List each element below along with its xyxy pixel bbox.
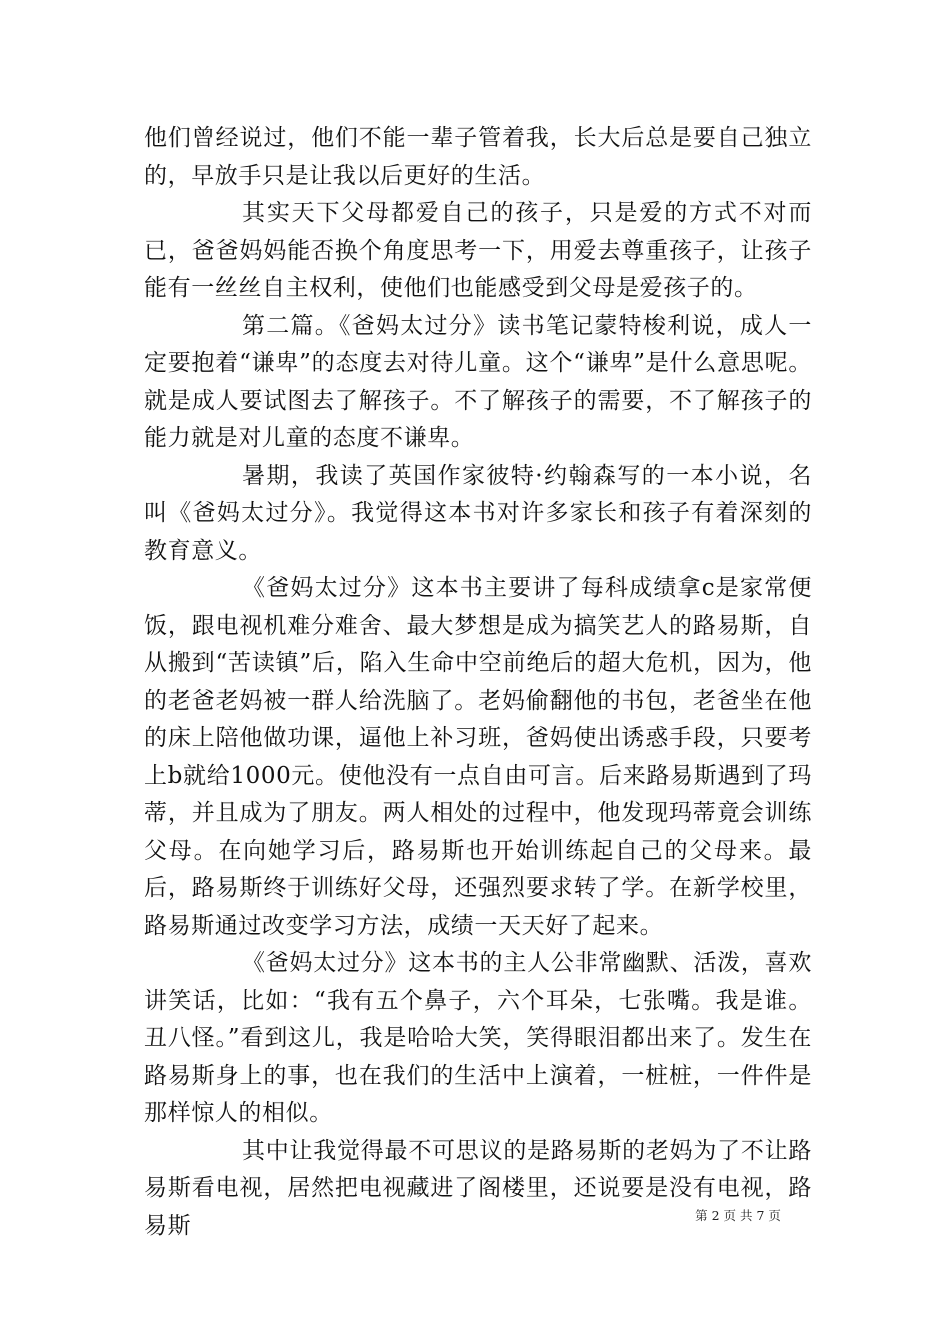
body-text xyxy=(144,120,812,1245)
paragraph: 暑期，我读了英国作家彼特·约翰森写的一本小说，名叫《爸妈太过分》。我觉得这本书对许多家长和孩子有着深刻的教育意义。 xyxy=(144,462,812,564)
paragraph: 其中让我觉得最不可思议的是路易斯的老妈为了不让路易斯看电视，居然把电视藏进了阁楼里，还说要是没有电视，路易斯 xyxy=(144,1137,812,1239)
paragraph: 他们曾经说过，他们不能一辈子管着我，长大后总是要自己独立的，早放手只是让我以后更好的生活。 xyxy=(144,125,812,189)
paragraph: 第二篇。《爸妈太过分》读书笔记蒙特梭利说，成人一定要抱着“谦卑”的态度去对待儿童。这个“谦卑”是什么意思呢。就是成人要试图去了解孩子。不了解孩子的需要，不了解孩子的能力就是对儿童的态度不谦卑。 xyxy=(144,312,812,451)
paragraph: 其实天下父母都爱自己的孩子，只是爱的方式不对而已，爸爸妈妈能否换个角度思考一下，用爱去尊重孩子，让孩子能有一丝丝自主权利，使他们也能感受到父母是爱孩子的。 xyxy=(144,200,812,301)
paragraph: 《爸妈太过分》这本书主要讲了每科成绩拿c是家常便饭，跟电视机难分难舍、最大梦想是成为搞笑艺人的路易斯，自从搬到“苦读镇”后，陷入生命中空前绝后的超大危机，因为，他的老爸老妈被一群人给洗脑了。老妈偷翻他的书包，老爸坐在他的床上陪他做功课，逼他上补习班，爸妈使出诱惑手段，只要考上b就给1000元。使他没有一点自由可言。后来路易斯遇到了玛蒂，并且成为了朋友。两人相处的过程中，他发现玛蒂竟会训练父母。在向她学习后，路易斯也开始训练起自己的父母来。最后，路易斯终于训练好父母，还强烈要求转了学。在新学校里，路易斯通过改变学习方法，成绩一天天好了起来。 xyxy=(144,575,812,939)
page-number-footer: 第 2 页 共 7 页 xyxy=(695,1208,781,1223)
paragraph: 《爸妈太过分》这本书的主人公非常幽默、活泼，喜欢讲笑话，比如：“我有五个鼻子，六个耳朵，七张嘴。我是谁。丑八怪。”看到这儿，我是哈哈大笑，笑得眼泪都出来了。发生在路易斯身上的事，也在我们的生活中上演着，一桩桩，一件件是那样惊人的相似。 xyxy=(144,950,812,1126)
